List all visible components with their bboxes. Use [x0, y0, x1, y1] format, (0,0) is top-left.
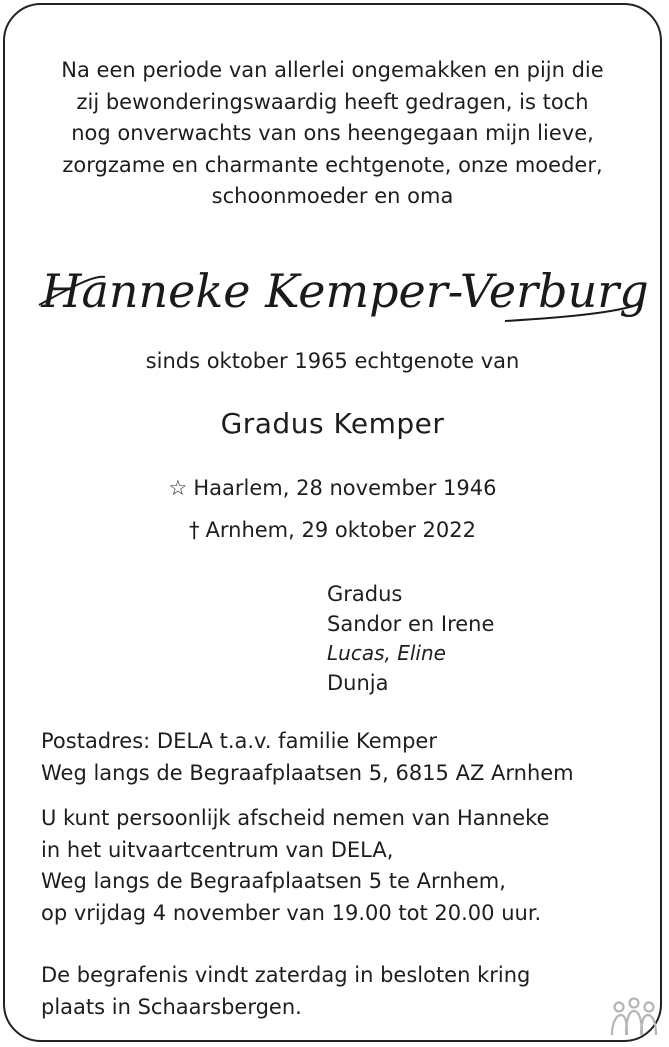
- intro-text: [5, 55, 660, 213]
- family-member: Dunja: [327, 670, 389, 695]
- family-member: Sandor en Irene: [327, 611, 495, 636]
- funeral-line: De begrafenis vindt zaterdag in besloten kring: [41, 963, 531, 987]
- intro-line: zij bewonderingswaardig heeft gedragen, is toch: [76, 89, 589, 114]
- funeral-info: [41, 960, 530, 1023]
- farewell-line: op vrijdag 4 november van 19.00 tot 20.00 uur.: [41, 900, 542, 925]
- star-icon: ☆: [168, 476, 188, 500]
- intro-line: Na een periode van allerlei ongemakken en pijn die: [61, 58, 604, 82]
- intro-line: nog onverwachts van ons heengegaan mijn lieve,: [71, 121, 594, 145]
- birth-line: [5, 476, 660, 500]
- farewell-line: in het uitvaartcentrum van DELA,: [41, 837, 394, 862]
- family-list: [327, 580, 494, 698]
- grandchildren: Lucas, Eline: [327, 641, 446, 665]
- farewell-line: Weg langs de Begraafplaatsen 5 te Arnhem,: [41, 869, 506, 893]
- marriage-since: sinds oktober 1965 echtgenote van: [145, 349, 520, 373]
- farewell-line: U kunt persoonlijk afscheid nemen van Hanneke: [41, 806, 550, 830]
- family-people-icon: [609, 995, 659, 1037]
- address-line: Postadres: DELA t.a.v. familie Kemper: [41, 729, 437, 753]
- death-text: Arnhem, 29 oktober 2022: [205, 518, 476, 542]
- family-member: Gradus: [327, 582, 403, 606]
- cross-icon: †: [189, 518, 200, 542]
- signature-text: Hanneke Kemper-Verburg: [41, 264, 649, 318]
- death-notice-card: [3, 3, 662, 1042]
- intro-line: schoonmoeder en oma: [211, 184, 454, 208]
- death-line: [5, 518, 660, 542]
- intro-line: zorgzame en charmante echtgenote, onze moeder,: [62, 152, 603, 177]
- funeral-line: plaats in Schaarsbergen.: [41, 994, 302, 1019]
- address-line: Weg langs de Begraafplaatsen 5, 6815 AZ Arnhem: [41, 760, 574, 785]
- farewell-info: [41, 803, 549, 929]
- signature-name: [35, 245, 655, 345]
- birth-text: Haarlem, 28 november 1946: [193, 476, 497, 500]
- spouse-name: Gradus Kemper: [220, 407, 445, 440]
- postal-address: [41, 726, 574, 789]
